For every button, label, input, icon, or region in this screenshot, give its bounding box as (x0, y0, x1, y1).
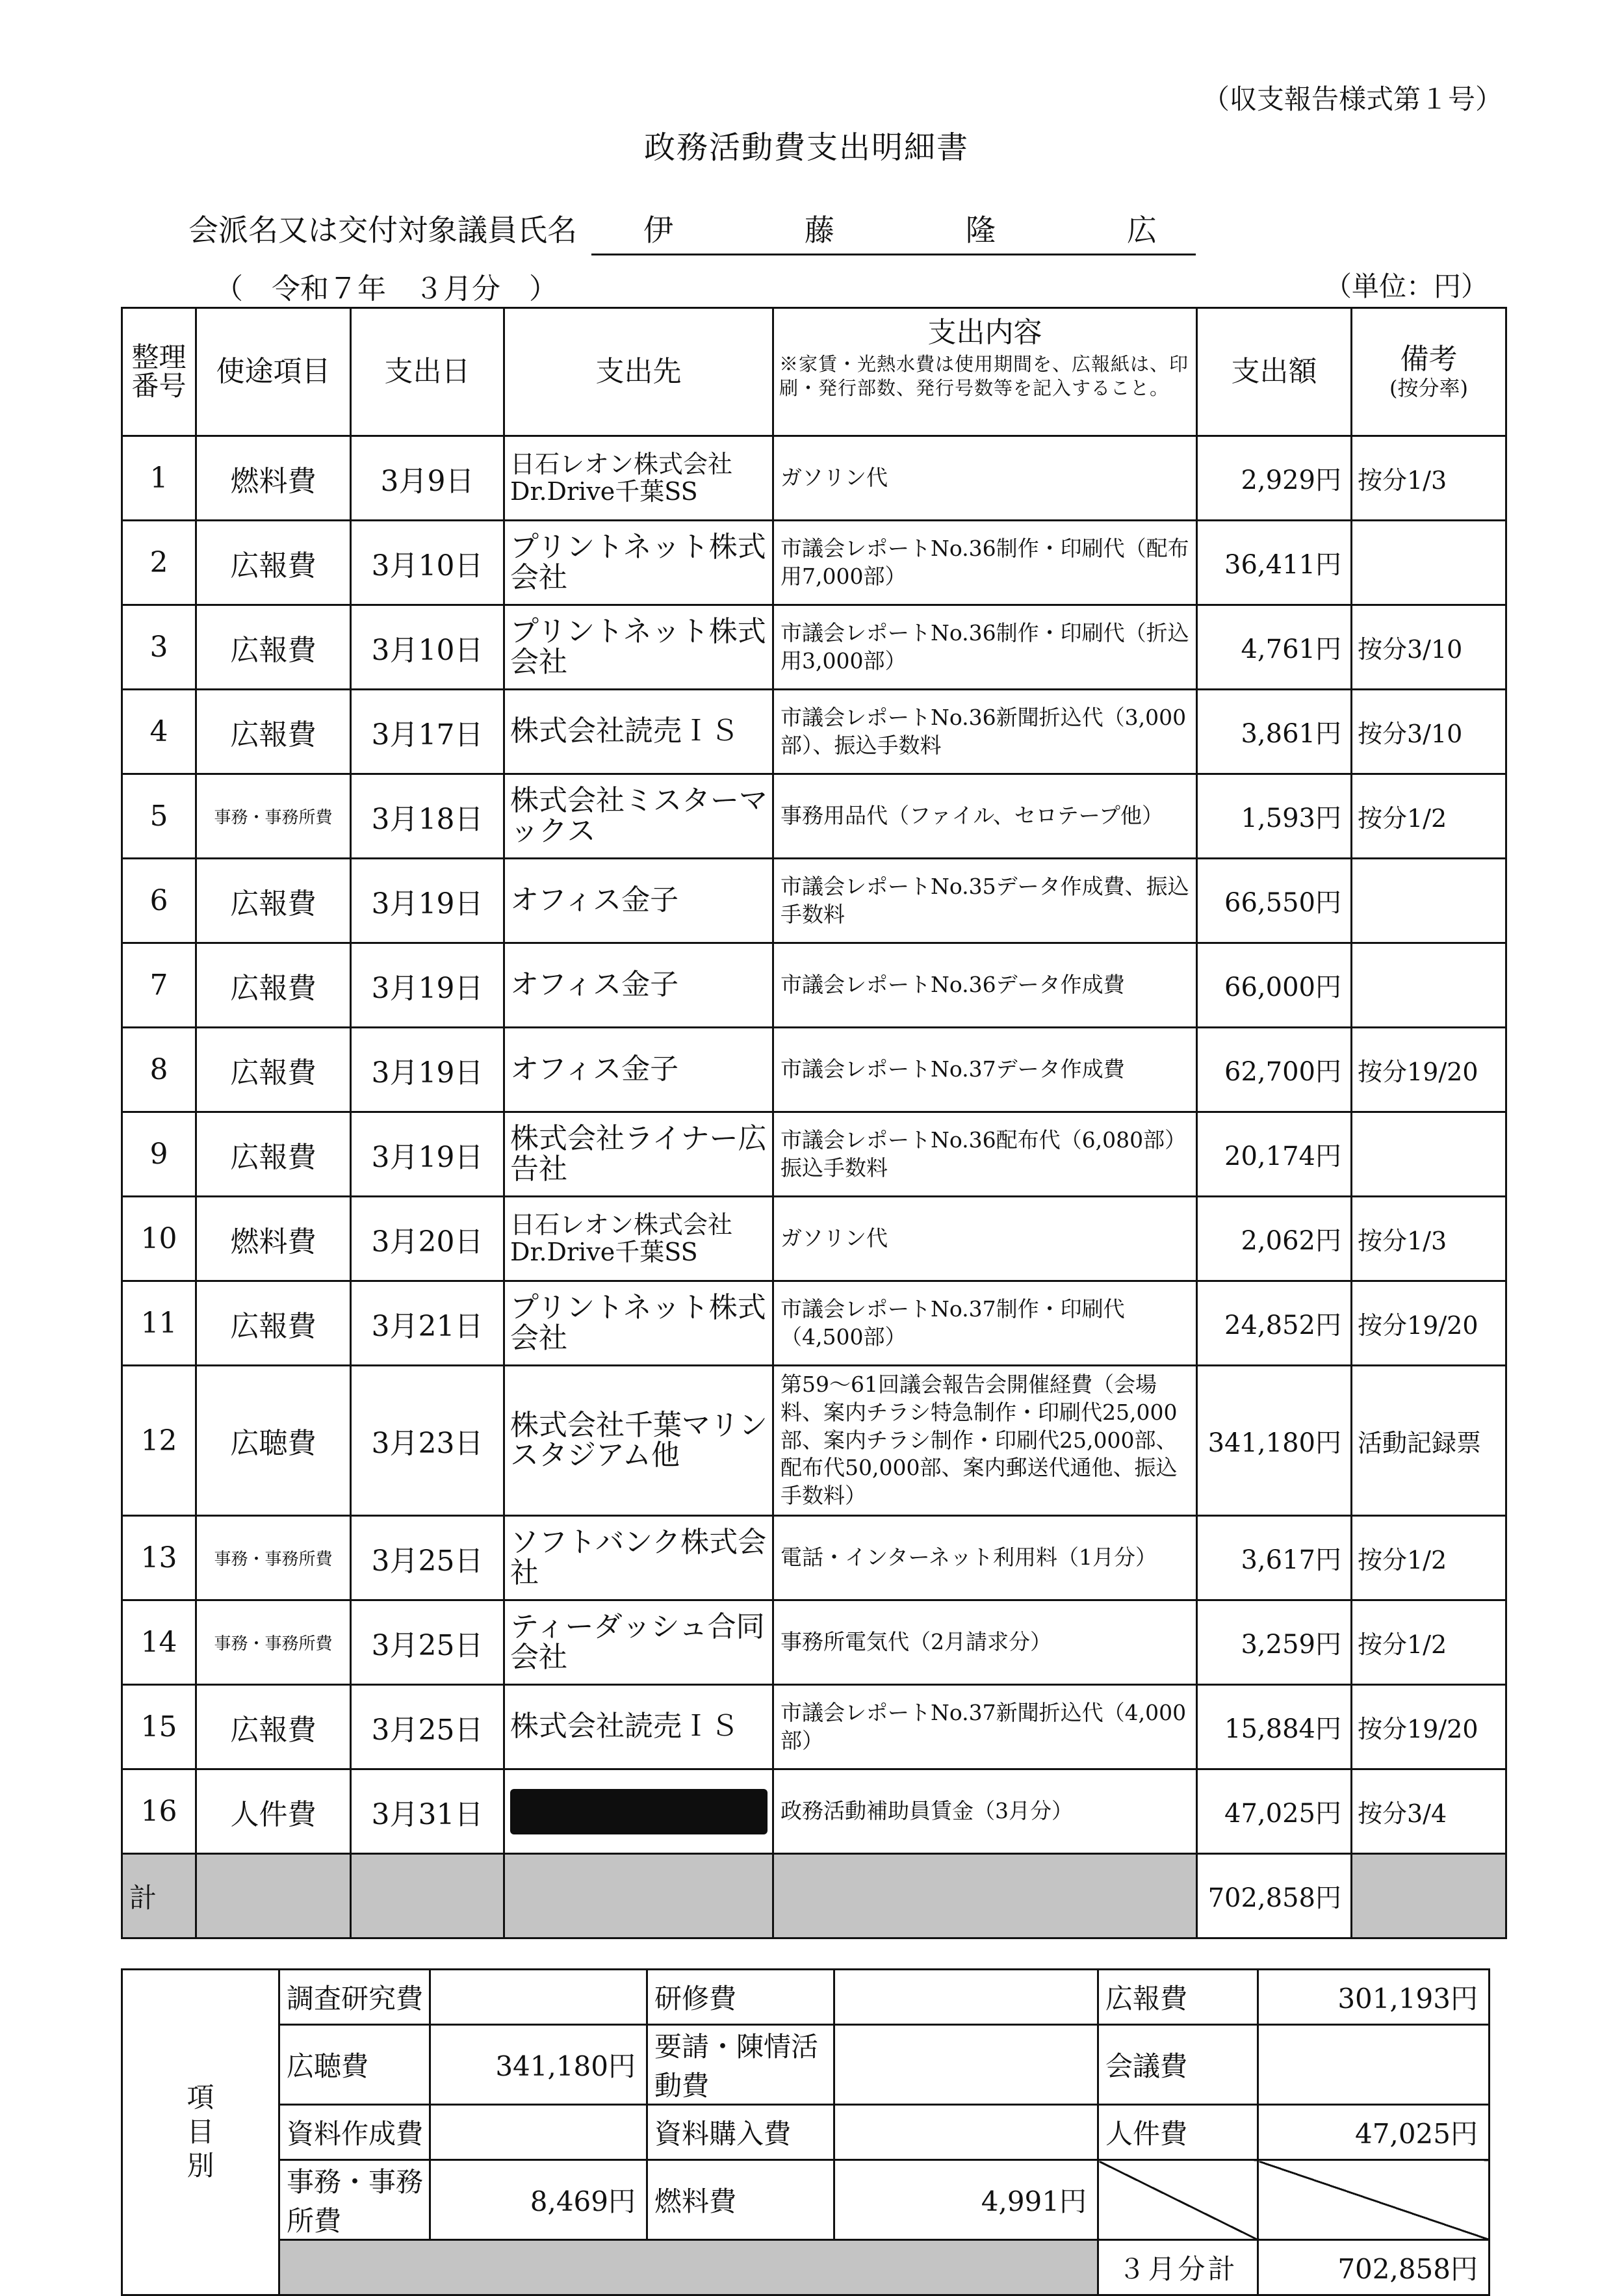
cell-category: 広報費 (196, 605, 351, 690)
cell-payee: 株式会社ライナー広告社 (504, 1112, 773, 1197)
table-row (122, 690, 1506, 774)
summary-value: 341,180円 (430, 2025, 647, 2105)
col-header-content (773, 308, 1197, 436)
member-name-char: 藤 (805, 213, 834, 248)
cell-payee: 株式会社読売ＩＳ (504, 690, 773, 774)
member-name-char: 隆 (966, 213, 996, 248)
summary-value: 301,193円 (1258, 1970, 1490, 2025)
cell-remarks: 按分1/3 (1352, 1197, 1506, 1281)
table-row (122, 1769, 1506, 1854)
table-header-row (122, 308, 1506, 436)
table-row (122, 1112, 1506, 1197)
cell-remarks: 活動記録票 (1352, 1366, 1506, 1516)
summary-label: 資料作成費 (279, 2105, 430, 2160)
summary-value (430, 1970, 647, 2025)
cell-date: 3月23日 (351, 1366, 504, 1516)
cell-description: ガソリン代 (773, 436, 1197, 521)
cell-payee: 株式会社ミスターマックス (504, 774, 773, 859)
total-amount: 702,858円 (1197, 1854, 1352, 1938)
summary-label: 人件費 (1098, 2105, 1258, 2160)
cell-payee: オフィス金子 (504, 943, 773, 1028)
cell-remarks: 按分3/10 (1352, 605, 1506, 690)
cell-payee: プリントネット株式会社 (504, 521, 773, 605)
table-row (122, 1366, 1506, 1516)
cell-amount: 24,852円 (1197, 1281, 1352, 1366)
summary-value (1258, 2025, 1490, 2105)
cell-payee: 日石レオン株式会社Dr.Drive千葉SS (504, 1197, 773, 1281)
cell-category: 広報費 (196, 1685, 351, 1769)
cell-description: 政務活動補助員賃金（3月分） (773, 1769, 1197, 1854)
cell-amount: 3,861円 (1197, 690, 1352, 774)
summary-label: 広報費 (1098, 1970, 1258, 2025)
cell-description: 市議会レポートNo.36制作・印刷代（配布用7,000部） (773, 521, 1197, 605)
summary-value: 8,469円 (430, 2160, 647, 2240)
side-char: 目 (187, 2115, 214, 2148)
total-label: 計 (122, 1854, 196, 1938)
cell-date: 3月31日 (351, 1769, 504, 1854)
cell-amount: 62,700円 (1197, 1028, 1352, 1112)
summary-label: 広聴費 (279, 2025, 430, 2105)
cell-amount: 3,617円 (1197, 1516, 1352, 1600)
cell-date: 3月20日 (351, 1197, 504, 1281)
cell-remarks (1352, 1112, 1506, 1197)
month-total-value: 702,858円 (1258, 2240, 1490, 2295)
cell-payee: オフィス金子 (504, 859, 773, 943)
cell-remarks (1352, 521, 1506, 605)
table-row (122, 1028, 1506, 1112)
summary-row (122, 2160, 1490, 2240)
cell-amount: 66,550円 (1197, 859, 1352, 943)
total-blank (773, 1854, 1197, 1938)
col-header-remarks (1352, 308, 1506, 436)
col-header-no (122, 308, 196, 436)
member-name (591, 207, 1196, 255)
cell-no: 13 (122, 1516, 196, 1600)
cell-payee: 株式会社読売ＩＳ (504, 1685, 773, 1769)
summary-gray-blank (279, 2240, 1098, 2295)
col-header-no-text: 整理番号 (131, 341, 187, 402)
cell-date: 3月10日 (351, 521, 504, 605)
cell-date: 3月18日 (351, 774, 504, 859)
cell-payee: プリントネット株式会社 (504, 605, 773, 690)
summary-value (834, 2025, 1098, 2105)
cell-payee: オフィス金子 (504, 1028, 773, 1112)
cell-remarks: 按分1/3 (1352, 436, 1506, 521)
month-total-label: ３月分計 (1098, 2240, 1258, 2295)
cell-description: 市議会レポートNo.37新聞折込代（4,000部） (773, 1685, 1197, 1769)
cell-date: 3月9日 (351, 436, 504, 521)
cell-no: 4 (122, 690, 196, 774)
cell-no: 3 (122, 605, 196, 690)
summary-row (122, 2105, 1490, 2160)
cell-no: 15 (122, 1685, 196, 1769)
cell-remarks: 按分1/2 (1352, 1600, 1506, 1685)
cell-no: 9 (122, 1112, 196, 1197)
cell-category: 燃料費 (196, 436, 351, 521)
cell-description: 市議会レポートNo.36制作・印刷代（折込用3,000部） (773, 605, 1197, 690)
cell-remarks (1352, 859, 1506, 943)
summary-label: 会議費 (1098, 2025, 1258, 2105)
summary-label: 資料購入費 (647, 2105, 834, 2160)
cell-date: 3月21日 (351, 1281, 504, 1366)
cell-remarks: 按分1/2 (1352, 1516, 1506, 1600)
cell-category: 事務・事務所費 (196, 1600, 351, 1685)
cell-remarks: 按分3/10 (1352, 690, 1506, 774)
cell-amount: 20,174円 (1197, 1112, 1352, 1197)
cell-description: 市議会レポートNo.36データ作成費 (773, 943, 1197, 1028)
table-row (122, 1281, 1506, 1366)
form-number: （収支報告様式第１号） (1202, 83, 1503, 115)
cell-amount: 1,593円 (1197, 774, 1352, 859)
category-summary-table (121, 1968, 1490, 2296)
cell-category: 人件費 (196, 1769, 351, 1854)
cell-amount: 341,180円 (1197, 1366, 1352, 1516)
cell-category: 広報費 (196, 943, 351, 1028)
unit-label: （単位：円） (1324, 270, 1488, 302)
cell-description: 電話・インターネット利用料（1月分） (773, 1516, 1197, 1600)
cell-date: 3月19日 (351, 1028, 504, 1112)
cell-no: 8 (122, 1028, 196, 1112)
col-header-content-title: 支出内容 (927, 316, 1042, 349)
table-row (122, 943, 1506, 1028)
side-char: 項 (187, 2081, 214, 2114)
cell-payee-redacted (504, 1769, 773, 1854)
summary-label: 事務・事務所費 (279, 2160, 430, 2240)
table-row (122, 859, 1506, 943)
table-row (122, 605, 1506, 690)
cell-remarks (1352, 943, 1506, 1028)
expense-table (121, 307, 1507, 1939)
cell-remarks: 按分19/20 (1352, 1281, 1506, 1366)
document-title: 政務活動費支出明細書 (643, 129, 969, 166)
col-header-amount: 支出額 (1197, 308, 1352, 436)
cell-description: 第59～61回議会報告会開催経費（会場料、案内チラシ特急制作・印刷代25,000部、案内チラシ制作・印刷代25,000部、配布代50,000部、案内郵送代通他、振込手数料） (773, 1366, 1197, 1516)
cell-date: 3月25日 (351, 1685, 504, 1769)
cell-description: 事務所電気代（2月請求分） (773, 1600, 1197, 1685)
summary-value (834, 1970, 1098, 2025)
cell-description: 市議会レポートNo.37制作・印刷代（4,500部） (773, 1281, 1197, 1366)
cell-no: 1 (122, 436, 196, 521)
table-row (122, 1600, 1506, 1685)
cell-date: 3月19日 (351, 859, 504, 943)
cell-category: 広報費 (196, 690, 351, 774)
summary-label: 調査研究費 (279, 1970, 430, 2025)
col-header-remarks-sub: (按分率) (1389, 375, 1468, 400)
cell-payee: 株式会社千葉マリンスタジアム他 (504, 1366, 773, 1516)
total-blank (196, 1854, 351, 1938)
cell-amount: 2,929円 (1197, 436, 1352, 521)
summary-value: 4,991円 (834, 2160, 1098, 2240)
cell-no: 7 (122, 943, 196, 1028)
cell-no: 6 (122, 859, 196, 943)
cell-description: 市議会レポートNo.35データ作成費、振込手数料 (773, 859, 1197, 943)
col-header-date: 支出日 (351, 308, 504, 436)
cell-no: 14 (122, 1600, 196, 1685)
cell-amount: 66,000円 (1197, 943, 1352, 1028)
cell-date: 3月25日 (351, 1516, 504, 1600)
col-header-content-note: ※家賃・光熱水費は使用期間を、広報紙は、印刷・発行部数、発行号数等を記入すること。 (779, 352, 1189, 400)
cell-description: 市議会レポートNo.37データ作成費 (773, 1028, 1197, 1112)
cell-remarks: 按分19/20 (1352, 1685, 1506, 1769)
cell-description: ガソリン代 (773, 1197, 1197, 1281)
cell-amount: 2,062円 (1197, 1197, 1352, 1281)
member-name-char: 伊 (643, 213, 673, 248)
cell-description: 市議会レポートNo.36新聞折込代（3,000部）、振込手数料 (773, 690, 1197, 774)
cell-date: 3月10日 (351, 605, 504, 690)
summary-value: 47,025円 (1258, 2105, 1490, 2160)
total-row (122, 1854, 1506, 1938)
table-row (122, 436, 1506, 521)
summary-value (834, 2105, 1098, 2160)
table-row (122, 1685, 1506, 1769)
side-char: 別 (187, 2150, 214, 2182)
cell-remarks: 按分19/20 (1352, 1028, 1506, 1112)
cell-date: 3月19日 (351, 1112, 504, 1197)
cell-amount: 15,884円 (1197, 1685, 1352, 1769)
member-name-char: 広 (1127, 213, 1157, 248)
cell-payee: 日石レオン株式会社Dr.Drive千葉SS (504, 436, 773, 521)
cell-category: 広報費 (196, 859, 351, 943)
cell-category: 事務・事務所費 (196, 1516, 351, 1600)
cell-category: 広報費 (196, 521, 351, 605)
cell-amount: 36,411円 (1197, 521, 1352, 605)
cell-payee: ソフトバンク株式会社 (504, 1516, 773, 1600)
cell-payee: ティーダッシュ合同会社 (504, 1600, 773, 1685)
cell-category: 広報費 (196, 1028, 351, 1112)
cell-category: 燃料費 (196, 1197, 351, 1281)
cell-no: 16 (122, 1769, 196, 1854)
cell-category: 事務・事務所費 (196, 774, 351, 859)
cell-date: 3月19日 (351, 943, 504, 1028)
table-row (122, 774, 1506, 859)
member-label: 会派名又は交付対象議員氏名 (188, 213, 577, 248)
cell-no: 10 (122, 1197, 196, 1281)
summary-row (122, 1970, 1490, 2025)
report-period: （ 令和７年 ３月分 ） (214, 272, 558, 306)
cell-amount: 47,025円 (1197, 1769, 1352, 1854)
cell-no: 11 (122, 1281, 196, 1366)
cell-no: 5 (122, 774, 196, 859)
cell-remarks: 按分3/4 (1352, 1769, 1506, 1854)
col-header-remarks-title: 備考 (1400, 343, 1458, 376)
summary-label: 要請・陳情活動費 (647, 2025, 834, 2105)
cell-date: 3月25日 (351, 1600, 504, 1685)
cell-amount: 4,761円 (1197, 605, 1352, 690)
cell-category: 広聴費 (196, 1366, 351, 1516)
summary-row (122, 2025, 1490, 2105)
table-row (122, 521, 1506, 605)
total-blank (504, 1854, 773, 1938)
cell-description: 事務用品代（ファイル、セロテープ他） (773, 774, 1197, 859)
total-blank (1352, 1854, 1506, 1938)
cell-no: 12 (122, 1366, 196, 1516)
table-row (122, 1516, 1506, 1600)
cell-no: 2 (122, 521, 196, 605)
cell-category: 広報費 (196, 1112, 351, 1197)
table-row (122, 1197, 1506, 1281)
summary-diagonal-cell (1098, 2160, 1258, 2240)
summary-side-label (122, 1970, 279, 2295)
redaction-block (510, 1789, 768, 1834)
cell-date: 3月17日 (351, 690, 504, 774)
summary-diagonal-cell (1258, 2160, 1490, 2240)
summary-label: 燃料費 (647, 2160, 834, 2240)
cell-amount: 3,259円 (1197, 1600, 1352, 1685)
cell-remarks: 按分1/2 (1352, 774, 1506, 859)
col-header-payee: 支出先 (504, 308, 773, 436)
summary-value (430, 2105, 647, 2160)
cell-payee: プリントネット株式会社 (504, 1281, 773, 1366)
summary-label: 研修費 (647, 1970, 834, 2025)
col-header-category: 使途項目 (196, 308, 351, 436)
cell-description: 市議会レポートNo.36配布代（6,080部）振込手数料 (773, 1112, 1197, 1197)
total-blank (351, 1854, 504, 1938)
cell-category: 広報費 (196, 1281, 351, 1366)
summary-total-row (122, 2240, 1490, 2295)
